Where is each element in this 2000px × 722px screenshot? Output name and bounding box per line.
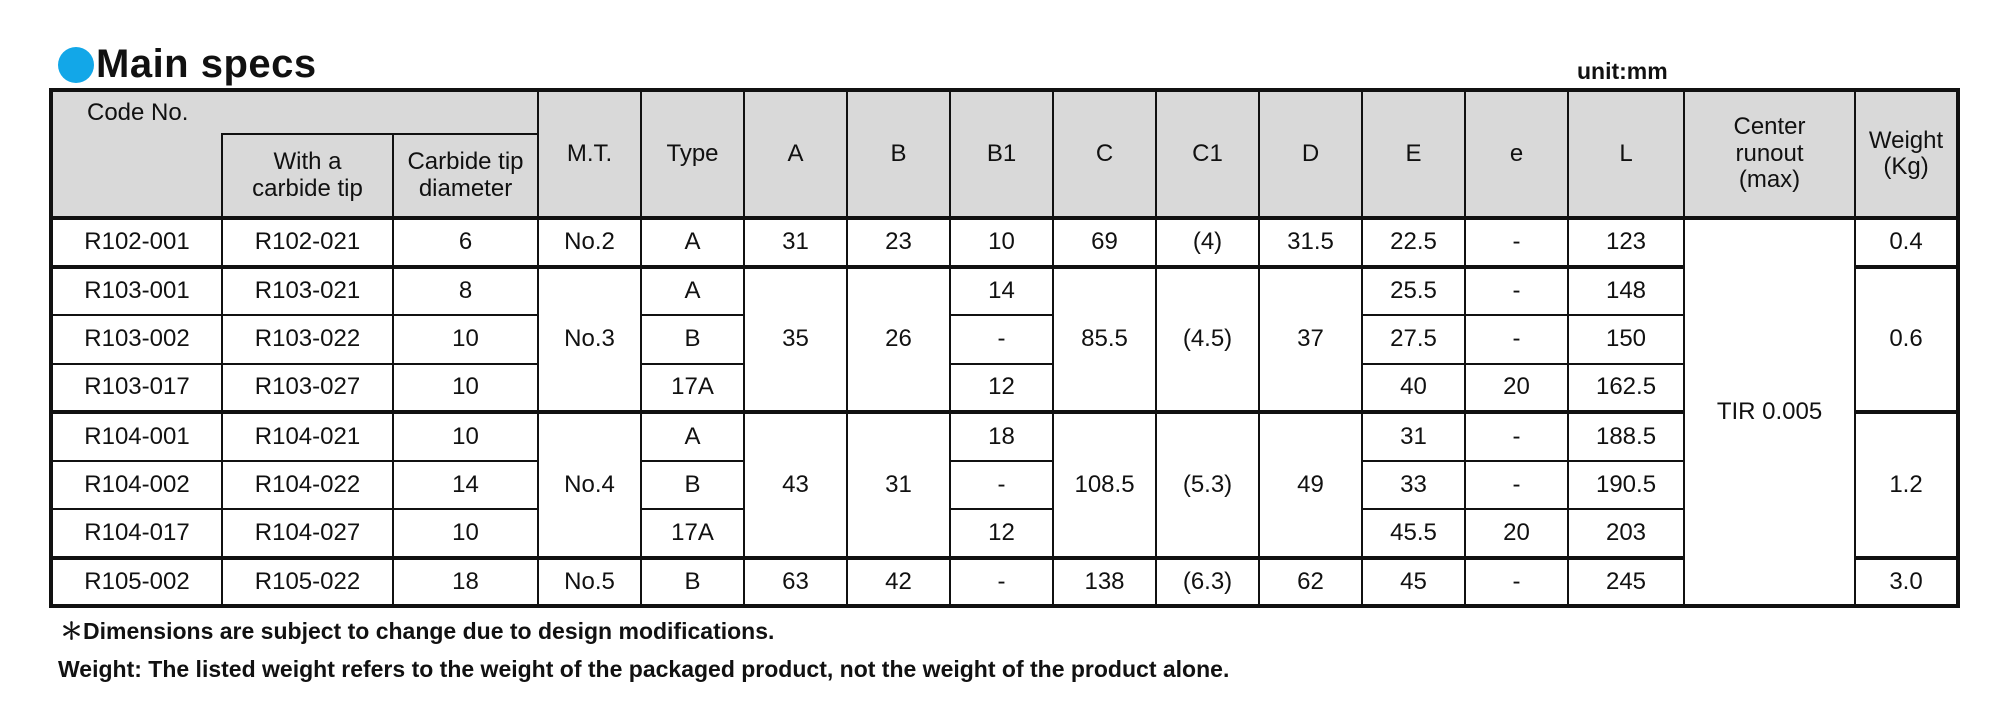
- cell-code: R103-002: [51, 315, 222, 364]
- cell-b1: 12: [950, 509, 1053, 558]
- cell-b1: 18: [950, 412, 1053, 461]
- cell-mt: No.2: [538, 218, 641, 267]
- cell-code: R104-002: [51, 461, 222, 510]
- cell-b1: -: [950, 461, 1053, 510]
- cell-type: B: [641, 315, 744, 364]
- cell-l: 190.5: [1568, 461, 1684, 510]
- cell-tip-diameter: 6: [393, 218, 538, 267]
- cell-carbide-code: R105-022: [222, 558, 393, 607]
- cell-c: 138: [1053, 558, 1156, 607]
- cell-carbide-code: R103-021: [222, 267, 393, 316]
- cell-b1: 10: [950, 218, 1053, 267]
- cell-l: 188.5: [1568, 412, 1684, 461]
- cell-tip-diameter: 14: [393, 461, 538, 510]
- cell-e: 45.5: [1362, 509, 1465, 558]
- cell-l: 162.5: [1568, 364, 1684, 413]
- section-title: [58, 42, 317, 87]
- cell-b: 31: [847, 412, 950, 558]
- cell-b1: 14: [950, 267, 1053, 316]
- header-code-no: Code No.: [51, 90, 538, 134]
- unit-label: unit:mm: [1577, 58, 1668, 84]
- cell-tip-diameter: 8: [393, 267, 538, 316]
- cell-b1: 12: [950, 364, 1053, 413]
- cell-code: R102-001: [51, 218, 222, 267]
- cell-l: 148: [1568, 267, 1684, 316]
- cell-b: 23: [847, 218, 950, 267]
- cell-a: 63: [744, 558, 847, 607]
- cell-code: R104-017: [51, 509, 222, 558]
- table-row: [51, 509, 1958, 558]
- header-carbide-diameter: Carbide tip diameter: [393, 134, 538, 218]
- footnotes: [58, 612, 1229, 688]
- table-row: [51, 558, 1958, 607]
- cell-e-small: -: [1465, 558, 1568, 607]
- cell-weight: 0.6: [1855, 267, 1958, 413]
- header-b1: B1: [950, 90, 1053, 218]
- footnote-design-change: ＊Dimensions are subject to change due to design modifications.: [60, 618, 775, 644]
- cell-runout: TIR 0.005: [1684, 218, 1855, 606]
- cell-e-small: -: [1465, 218, 1568, 267]
- cell-tip-diameter: 10: [393, 315, 538, 364]
- cell-e-small: -: [1465, 315, 1568, 364]
- header-a: A: [744, 90, 847, 218]
- header-mt: M.T.: [538, 90, 641, 218]
- cell-b: 42: [847, 558, 950, 607]
- cell-mt: No.3: [538, 267, 641, 413]
- cell-e: 33: [1362, 461, 1465, 510]
- footnote-weight: Weight: The listed weight refers to the weight of the packaged product, not the weight of the product alone.: [58, 656, 1230, 682]
- cell-b: 26: [847, 267, 950, 413]
- cell-d: 37: [1259, 267, 1362, 413]
- header-l: L: [1568, 90, 1684, 218]
- cell-type: A: [641, 218, 744, 267]
- cell-a: 43: [744, 412, 847, 558]
- cell-e: 45: [1362, 558, 1465, 607]
- cell-c1: (5.3): [1156, 412, 1259, 558]
- bullet-dot-icon: [58, 47, 94, 83]
- cell-e: 22.5: [1362, 218, 1465, 267]
- cell-carbide-code: R104-022: [222, 461, 393, 510]
- header-weight: Weight (Kg): [1855, 90, 1958, 218]
- header-runout: Center runout (max): [1684, 90, 1855, 218]
- cell-mt: No.5: [538, 558, 641, 607]
- cell-carbide-code: R103-022: [222, 315, 393, 364]
- table-row: [51, 218, 1958, 267]
- cell-c: 85.5: [1053, 267, 1156, 413]
- cell-code: R105-002: [51, 558, 222, 607]
- cell-c: 108.5: [1053, 412, 1156, 558]
- cell-code: R103-001: [51, 267, 222, 316]
- cell-tip-diameter: 18: [393, 558, 538, 607]
- cell-d: 31.5: [1259, 218, 1362, 267]
- cell-a: 35: [744, 267, 847, 413]
- cell-type: 17A: [641, 509, 744, 558]
- header-c: C: [1053, 90, 1156, 218]
- cell-e: 27.5: [1362, 315, 1465, 364]
- table-row: [51, 267, 1958, 316]
- cell-code: R103-017: [51, 364, 222, 413]
- cell-carbide-code: R103-027: [222, 364, 393, 413]
- cell-type: A: [641, 412, 744, 461]
- cell-e-small: -: [1465, 412, 1568, 461]
- cell-mt: No.4: [538, 412, 641, 558]
- cell-l: 245: [1568, 558, 1684, 607]
- cell-b1: -: [950, 558, 1053, 607]
- cell-c1: (4.5): [1156, 267, 1259, 413]
- cell-e-small: 20: [1465, 509, 1568, 558]
- specs-table: [49, 88, 1960, 608]
- cell-l: 203: [1568, 509, 1684, 558]
- cell-type: 17A: [641, 364, 744, 413]
- cell-c1: (4): [1156, 218, 1259, 267]
- table-row: [51, 315, 1958, 364]
- header-e-lower: e: [1465, 90, 1568, 218]
- cell-b1: -: [950, 315, 1053, 364]
- cell-weight: 3.0: [1855, 558, 1958, 607]
- header-with-carbide: With a carbide tip: [222, 134, 393, 218]
- header-e-upper: E: [1362, 90, 1465, 218]
- cell-carbide-code: R104-027: [222, 509, 393, 558]
- cell-a: 31: [744, 218, 847, 267]
- table-row: [51, 364, 1958, 413]
- table-row: [51, 461, 1958, 510]
- cell-e-small: -: [1465, 267, 1568, 316]
- cell-type: B: [641, 461, 744, 510]
- cell-carbide-code: R102-021: [222, 218, 393, 267]
- cell-tip-diameter: 10: [393, 509, 538, 558]
- table-row: [51, 412, 1958, 461]
- cell-c1: (6.3): [1156, 558, 1259, 607]
- cell-e: 25.5: [1362, 267, 1465, 316]
- cell-code: R104-001: [51, 412, 222, 461]
- header-code-blank: [51, 134, 222, 218]
- cell-weight: 1.2: [1855, 412, 1958, 558]
- header-b: B: [847, 90, 950, 218]
- cell-e: 40: [1362, 364, 1465, 413]
- header-type: Type: [641, 90, 744, 218]
- cell-e-small: -: [1465, 461, 1568, 510]
- section-title-text: Main specs: [96, 42, 317, 86]
- cell-d: 62: [1259, 558, 1362, 607]
- cell-tip-diameter: 10: [393, 412, 538, 461]
- header-c1: C1: [1156, 90, 1259, 218]
- cell-e: 31: [1362, 412, 1465, 461]
- cell-l: 123: [1568, 218, 1684, 267]
- cell-e-small: 20: [1465, 364, 1568, 413]
- cell-l: 150: [1568, 315, 1684, 364]
- cell-weight: 0.4: [1855, 218, 1958, 267]
- cell-type: A: [641, 267, 744, 316]
- header-d: D: [1259, 90, 1362, 218]
- cell-tip-diameter: 10: [393, 364, 538, 413]
- cell-c: 69: [1053, 218, 1156, 267]
- cell-carbide-code: R104-021: [222, 412, 393, 461]
- cell-type: B: [641, 558, 744, 607]
- cell-d: 49: [1259, 412, 1362, 558]
